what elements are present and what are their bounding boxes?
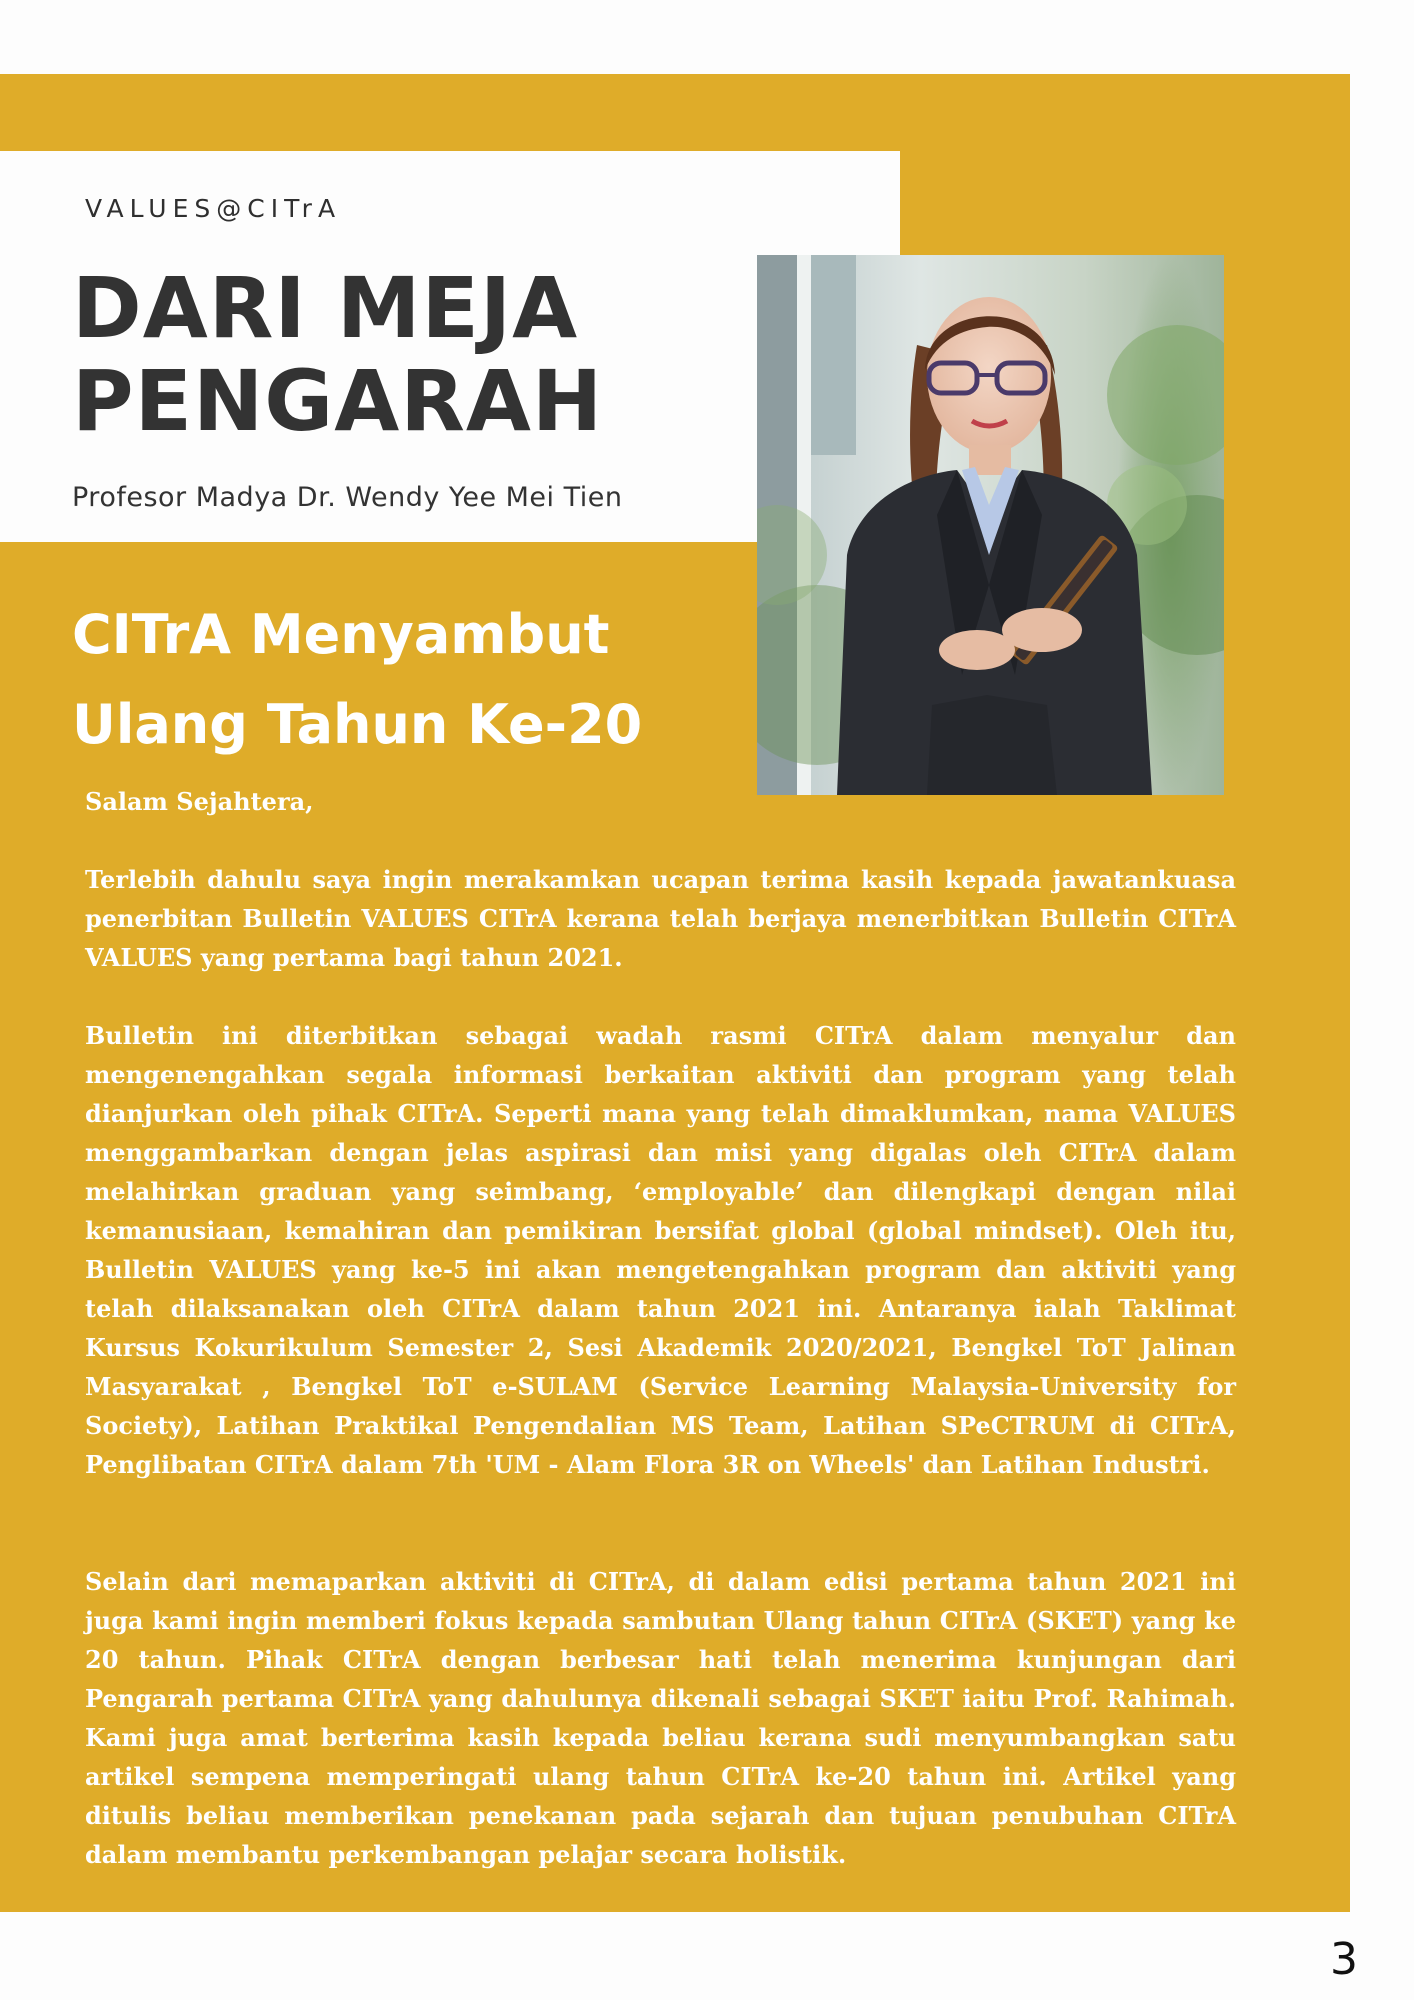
- article-body: [85, 782, 1236, 1874]
- greeting: Salam Sejahtera,: [85, 787, 314, 816]
- article-paragraph: Selain dari memaparkan aktiviti di CITrA, di dalam edisi pertama tahun 2021 ini juga kami ingin memberi fokus kepada sambutan Ulang tahun CITrA (SKET) yang ke 20 tahun. Pihak CITrA dengan berbesar hati telah menerima kunjungan dari Pengarah pertama CITrA yang dahulunya dikenali sebagai SKET iaitu Prof. Rahimah. Kami juga amat berterima kasih kepada beliau kerana sudi menyumbangkan satu artikel sempena memperingati ulang tahun CITrA ke-20 tahun ini. Artikel yang ditulis beliau memberikan penekanan pada sejarah dan tujuan penubuhan CITrA dalam membantu perkembangan pelajar secara holistik.: [85, 1567, 1236, 1869]
- article-paragraph: Terlebih dahulu saya ingin merakamkan ucapan terima kasih kepada jawatankuasa penerbitan Bulletin VALUES CITrA kerana telah berjaya menerbitkan Bulletin CITrA VALUES yang pertama bagi tahun 2021.: [85, 865, 1236, 972]
- page-title-line-1: DARI MEJA: [72, 259, 579, 357]
- article-subtitle: [72, 590, 672, 770]
- article-subtitle-line-1: CITrA Menyambut: [72, 603, 610, 666]
- page-title-line-2: PENGARAH: [72, 352, 604, 450]
- page-title: [72, 259, 604, 450]
- author-name: Profesor Madya Dr. Wendy Yee Mei Tien: [72, 482, 623, 513]
- section-kicker: VALUES@CITrA: [85, 194, 342, 223]
- article-paragraph: Bulletin ini diterbitkan sebagai wadah rasmi CITrA dalam menyalur dan mengenengahkan segala informasi berkaitan aktiviti dan program yang telah dianjurkan oleh pihak CITrA. Seperti mana yang telah dimaklumkan, nama VALUES menggambarkan dengan jelas aspirasi dan misi yang digalas oleh CITrA dalam melahirkan graduan yang seimbang, ‘employable’ dan dilengkapi dengan nilai kemanusiaan, kemahiran dan pemikiran bersifat global (global mindset). Oleh itu, Bulletin VALUES yang ke-5 ini akan mengetengahkan program dan aktiviti yang telah dilaksanakan oleh CITrA dalam tahun 2021 ini. Antaranya ialah Taklimat Kursus Kokurikulum Semester 2, Sesi Akademik 2020/2021, Bengkel ToT Jalinan Masyarakat , Bengkel ToT e-SULAM (Service Learning Malaysia-University for Society), Latihan Praktikal Pengendalian MS Team, Latihan SPeCTRUM di CITrA, Penglibatan CITrA dalam 7th 'UM - Alam Flora 3R on Wheels' dan Latihan Industri.: [85, 1021, 1236, 1479]
- article-subtitle-line-2: Ulang Tahun Ke-20: [72, 693, 643, 756]
- page-number: 3: [1330, 1934, 1358, 1985]
- director-portrait-photo: [757, 255, 1224, 795]
